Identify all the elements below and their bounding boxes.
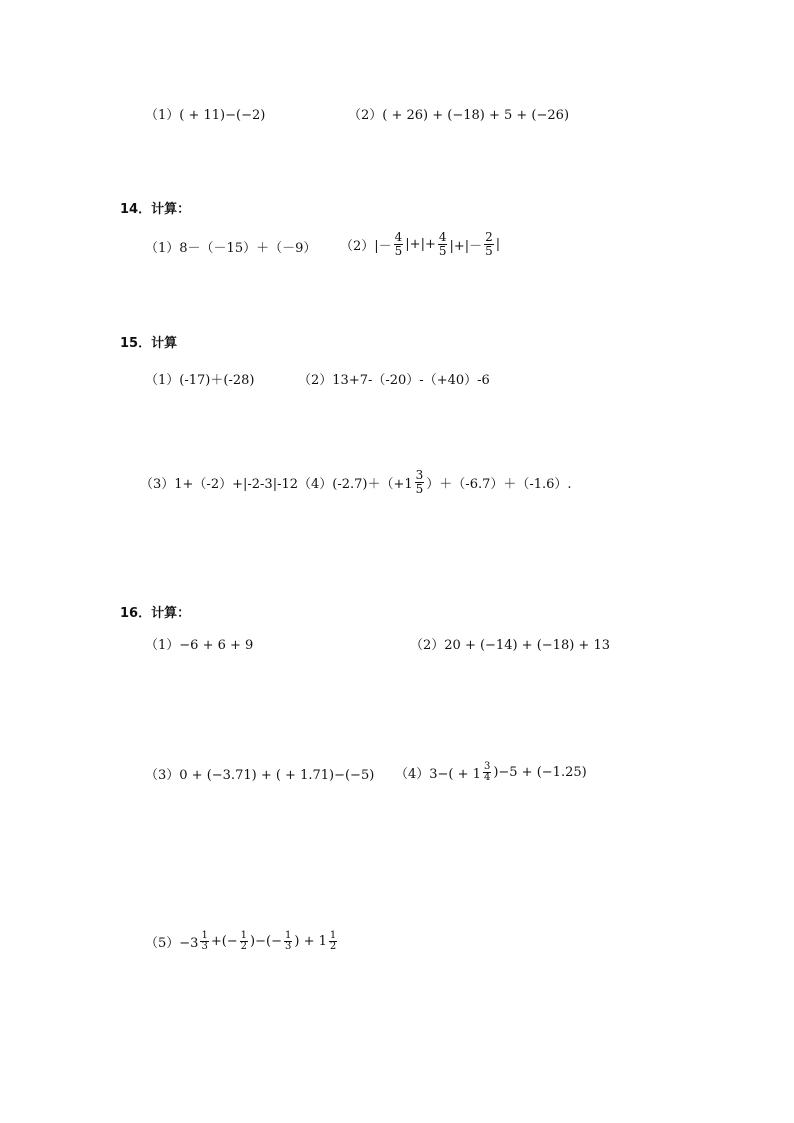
numerator: 2 [485,229,493,244]
expr-text: ) + 1 [294,933,327,949]
numerator: 4 [394,229,403,244]
problem-15-part-1 [145,369,254,388]
numerator: 1 [284,929,292,941]
denominator: 3 [284,940,292,952]
denominator: 3 [201,940,208,952]
problem-16-part-5 [145,925,339,957]
fraction [329,931,337,952]
denominator: 5 [394,243,403,258]
expr-text: ）＋（-6.7）＋（-1.6）. [426,476,572,492]
problem-15-title-text: 15．计算 [120,336,178,351]
fraction [438,231,448,258]
numerator: 4 [438,229,447,244]
fraction [240,931,248,952]
problem-15-title [120,332,177,351]
problem-15-part-4 [298,465,572,499]
problem-16-part-3 [145,764,374,783]
expr-text: （5）−3 [145,935,199,951]
fraction [484,231,494,258]
problem-15-part-2-text: （2）13+7-（-20）-（+40）-6 [298,373,490,388]
numerator: 3 [483,760,491,772]
denominator: 2 [329,940,337,952]
expr-text: )−(− [250,933,282,949]
fraction [200,931,208,952]
problem-13-part-2-text: （2）( + 26) + (−18) + 5 + (−26) [348,108,570,123]
problem-13-part-1 [145,104,265,123]
fraction [394,231,404,258]
problem-13-part-2 [348,104,569,123]
problem-14-title [120,198,190,217]
numerator: 1 [201,929,208,941]
problem-16-part-4 [395,754,587,790]
denominator: 5 [485,243,493,258]
problem-15-part-3-text: （3）1+（-2）+|-2-3|-12 [140,476,299,492]
fraction [415,469,425,496]
expr-text: | [495,236,501,252]
problem-14-part-1-text: （1）8－（－15）＋（－9） [145,240,317,256]
problem-16-title [120,602,190,621]
numerator: 1 [329,929,337,941]
problem-16-title-text: 16．计算： [120,606,191,621]
fraction [483,762,491,783]
expr-text: （4）(-2.7)＋（+1 [298,476,413,492]
expr-text: （2）|－ [340,238,392,254]
problem-15-part-3 [140,465,298,499]
numerator: 1 [240,929,248,941]
denominator: 2 [240,940,248,952]
problem-16-part-3-text: （3）0 + (−3.71) + ( + 1.71)−(−5) [145,768,375,783]
expr-text: )−5 + (−1.25) [493,764,587,780]
numerator: 3 [415,467,424,482]
problem-16-part-2 [410,634,610,653]
fraction [284,931,292,952]
problem-15-part-1-text: （1）(-17)＋(-28) [145,373,255,388]
problem-14-part-2 [340,226,500,262]
expr-text: |+|+ [405,236,436,252]
expr-text: （4）3−( + 1 [395,766,481,782]
problem-15-part-2 [298,369,490,388]
denominator: 5 [415,481,424,496]
problem-14-title-text: 14．计算： [120,202,191,217]
problem-16-part-1-text: （1）−6 + 6 + 9 [145,638,254,653]
problem-16-part-2-text: （2）20 + (−14) + (−18) + 13 [410,638,610,653]
denominator: 4 [483,771,491,783]
denominator: 5 [438,243,447,258]
problem-14-part-1 [145,232,316,260]
expr-text: +(− [210,933,238,949]
problem-16-part-1 [145,634,253,653]
problem-13-part-1-text: （1）( + 11)−(−2) [145,108,266,123]
expr-text: |+|－ [449,238,483,254]
